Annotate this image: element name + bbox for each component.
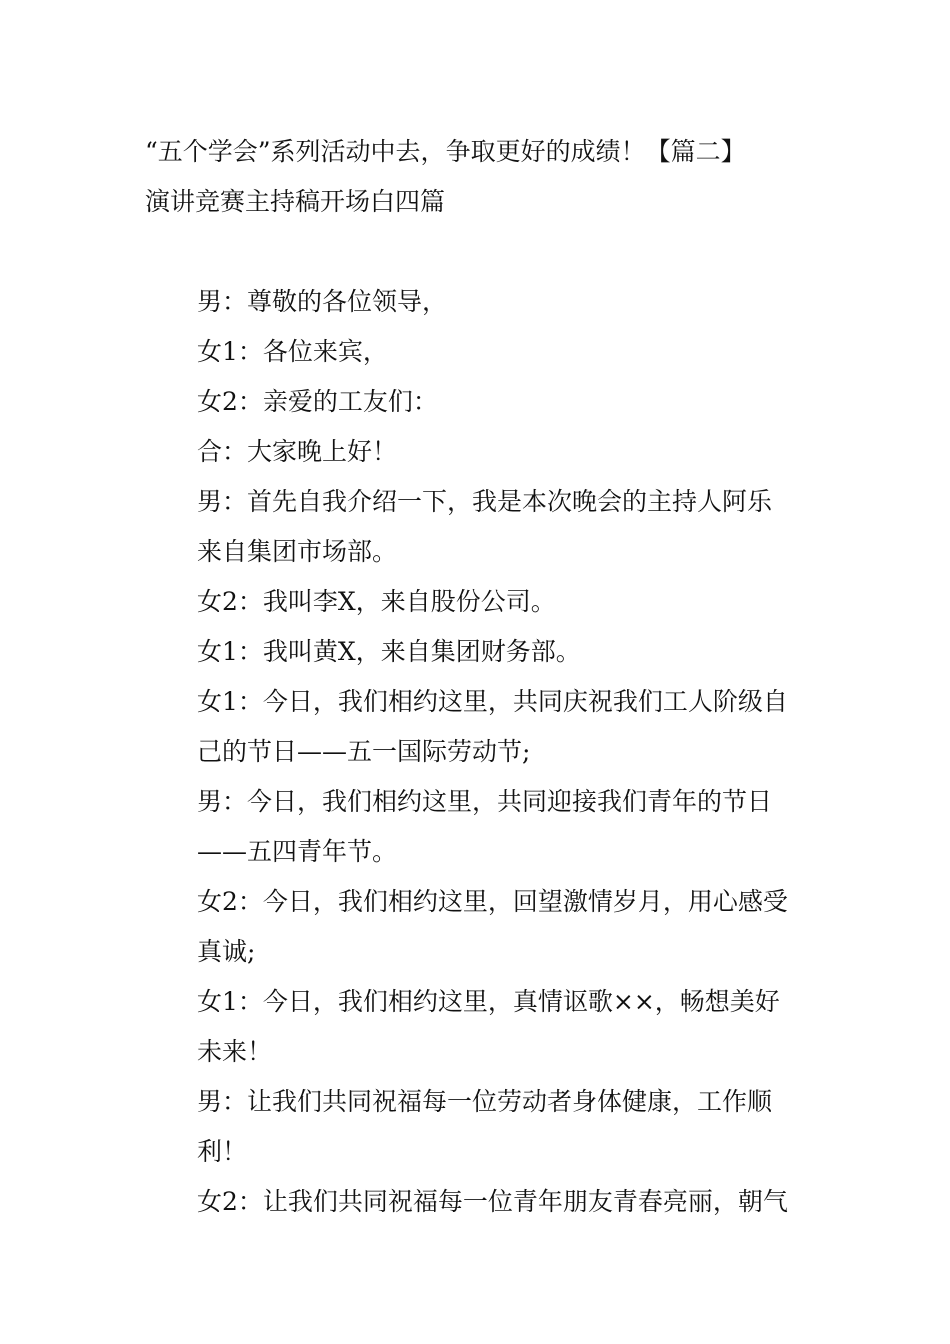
dialogue-paragraph — [145, 427, 810, 477]
blank-line — [145, 227, 810, 277]
dialogue-line: 真诚; — [197, 937, 256, 966]
intro-line: “五个学会”系列活动中去，争取更好的成绩！【篇二】 — [145, 137, 746, 166]
dialogue-paragraph — [145, 377, 810, 427]
dialogue-paragraph — [145, 877, 810, 977]
dialogue-paragraph — [145, 477, 810, 577]
dialogue-paragraph — [145, 1077, 810, 1177]
section-title: 演讲竞赛主持稿开场白四篇 — [145, 187, 446, 216]
dialogue-line: 合：大家晚上好！ — [197, 437, 398, 466]
dialogue-line: 未来！ — [197, 1037, 273, 1066]
dialogue-paragraph — [145, 677, 810, 777]
dialogue-line: 来自集团市场部。 — [197, 537, 398, 566]
document-body — [145, 127, 810, 1227]
intro-text — [145, 127, 810, 227]
dialogue-line: 女2：今日，我们相约这里，回望激情岁月，用心感受 — [197, 887, 788, 916]
dialogue-paragraph — [145, 277, 810, 327]
dialogue-line: 男：首先自我介绍一下，我是本次晚会的主持人阿乐 — [197, 487, 773, 516]
dialogue-paragraph — [145, 977, 810, 1077]
dialogue-paragraph — [145, 777, 810, 877]
dialogue-line: 女2：亲爱的工友们： — [197, 387, 438, 416]
dialogue-paragraph — [145, 1177, 810, 1227]
dialogue-line: ——五四青年节。 — [197, 837, 398, 866]
dialogue-paragraphs — [145, 277, 810, 1227]
dialogue-line: 女2：我叫李X，来自股份公司。 — [197, 587, 556, 616]
dialogue-line: 己的节日——五一国际劳动节; — [197, 737, 531, 766]
dialogue-line: 男：今日，我们相约这里，共同迎接我们青年的节日 — [197, 787, 773, 816]
dialogue-line: 女2：让我们共同祝福每一位青年朋友青春亮丽，朝气 — [197, 1187, 788, 1216]
dialogue-line: 女1：今日，我们相约这里，真情讴歌××，畅想美好 — [197, 987, 780, 1016]
dialogue-paragraph — [145, 627, 810, 677]
dialogue-line: 男：尊敬的各位领导， — [197, 287, 448, 316]
dialogue-line: 女1：各位来宾， — [197, 337, 388, 366]
dialogue-paragraph — [145, 577, 810, 627]
dialogue-line: 女1：今日，我们相约这里，共同庆祝我们工人阶级自 — [197, 687, 788, 716]
dialogue-line: 男：让我们共同祝福每一位劳动者身体健康，工作顺 — [197, 1087, 773, 1116]
dialogue-line: 女1：我叫黄X，来自集团财务部。 — [197, 637, 581, 666]
dialogue-line: 利！ — [197, 1137, 248, 1166]
dialogue-paragraph — [145, 327, 810, 377]
